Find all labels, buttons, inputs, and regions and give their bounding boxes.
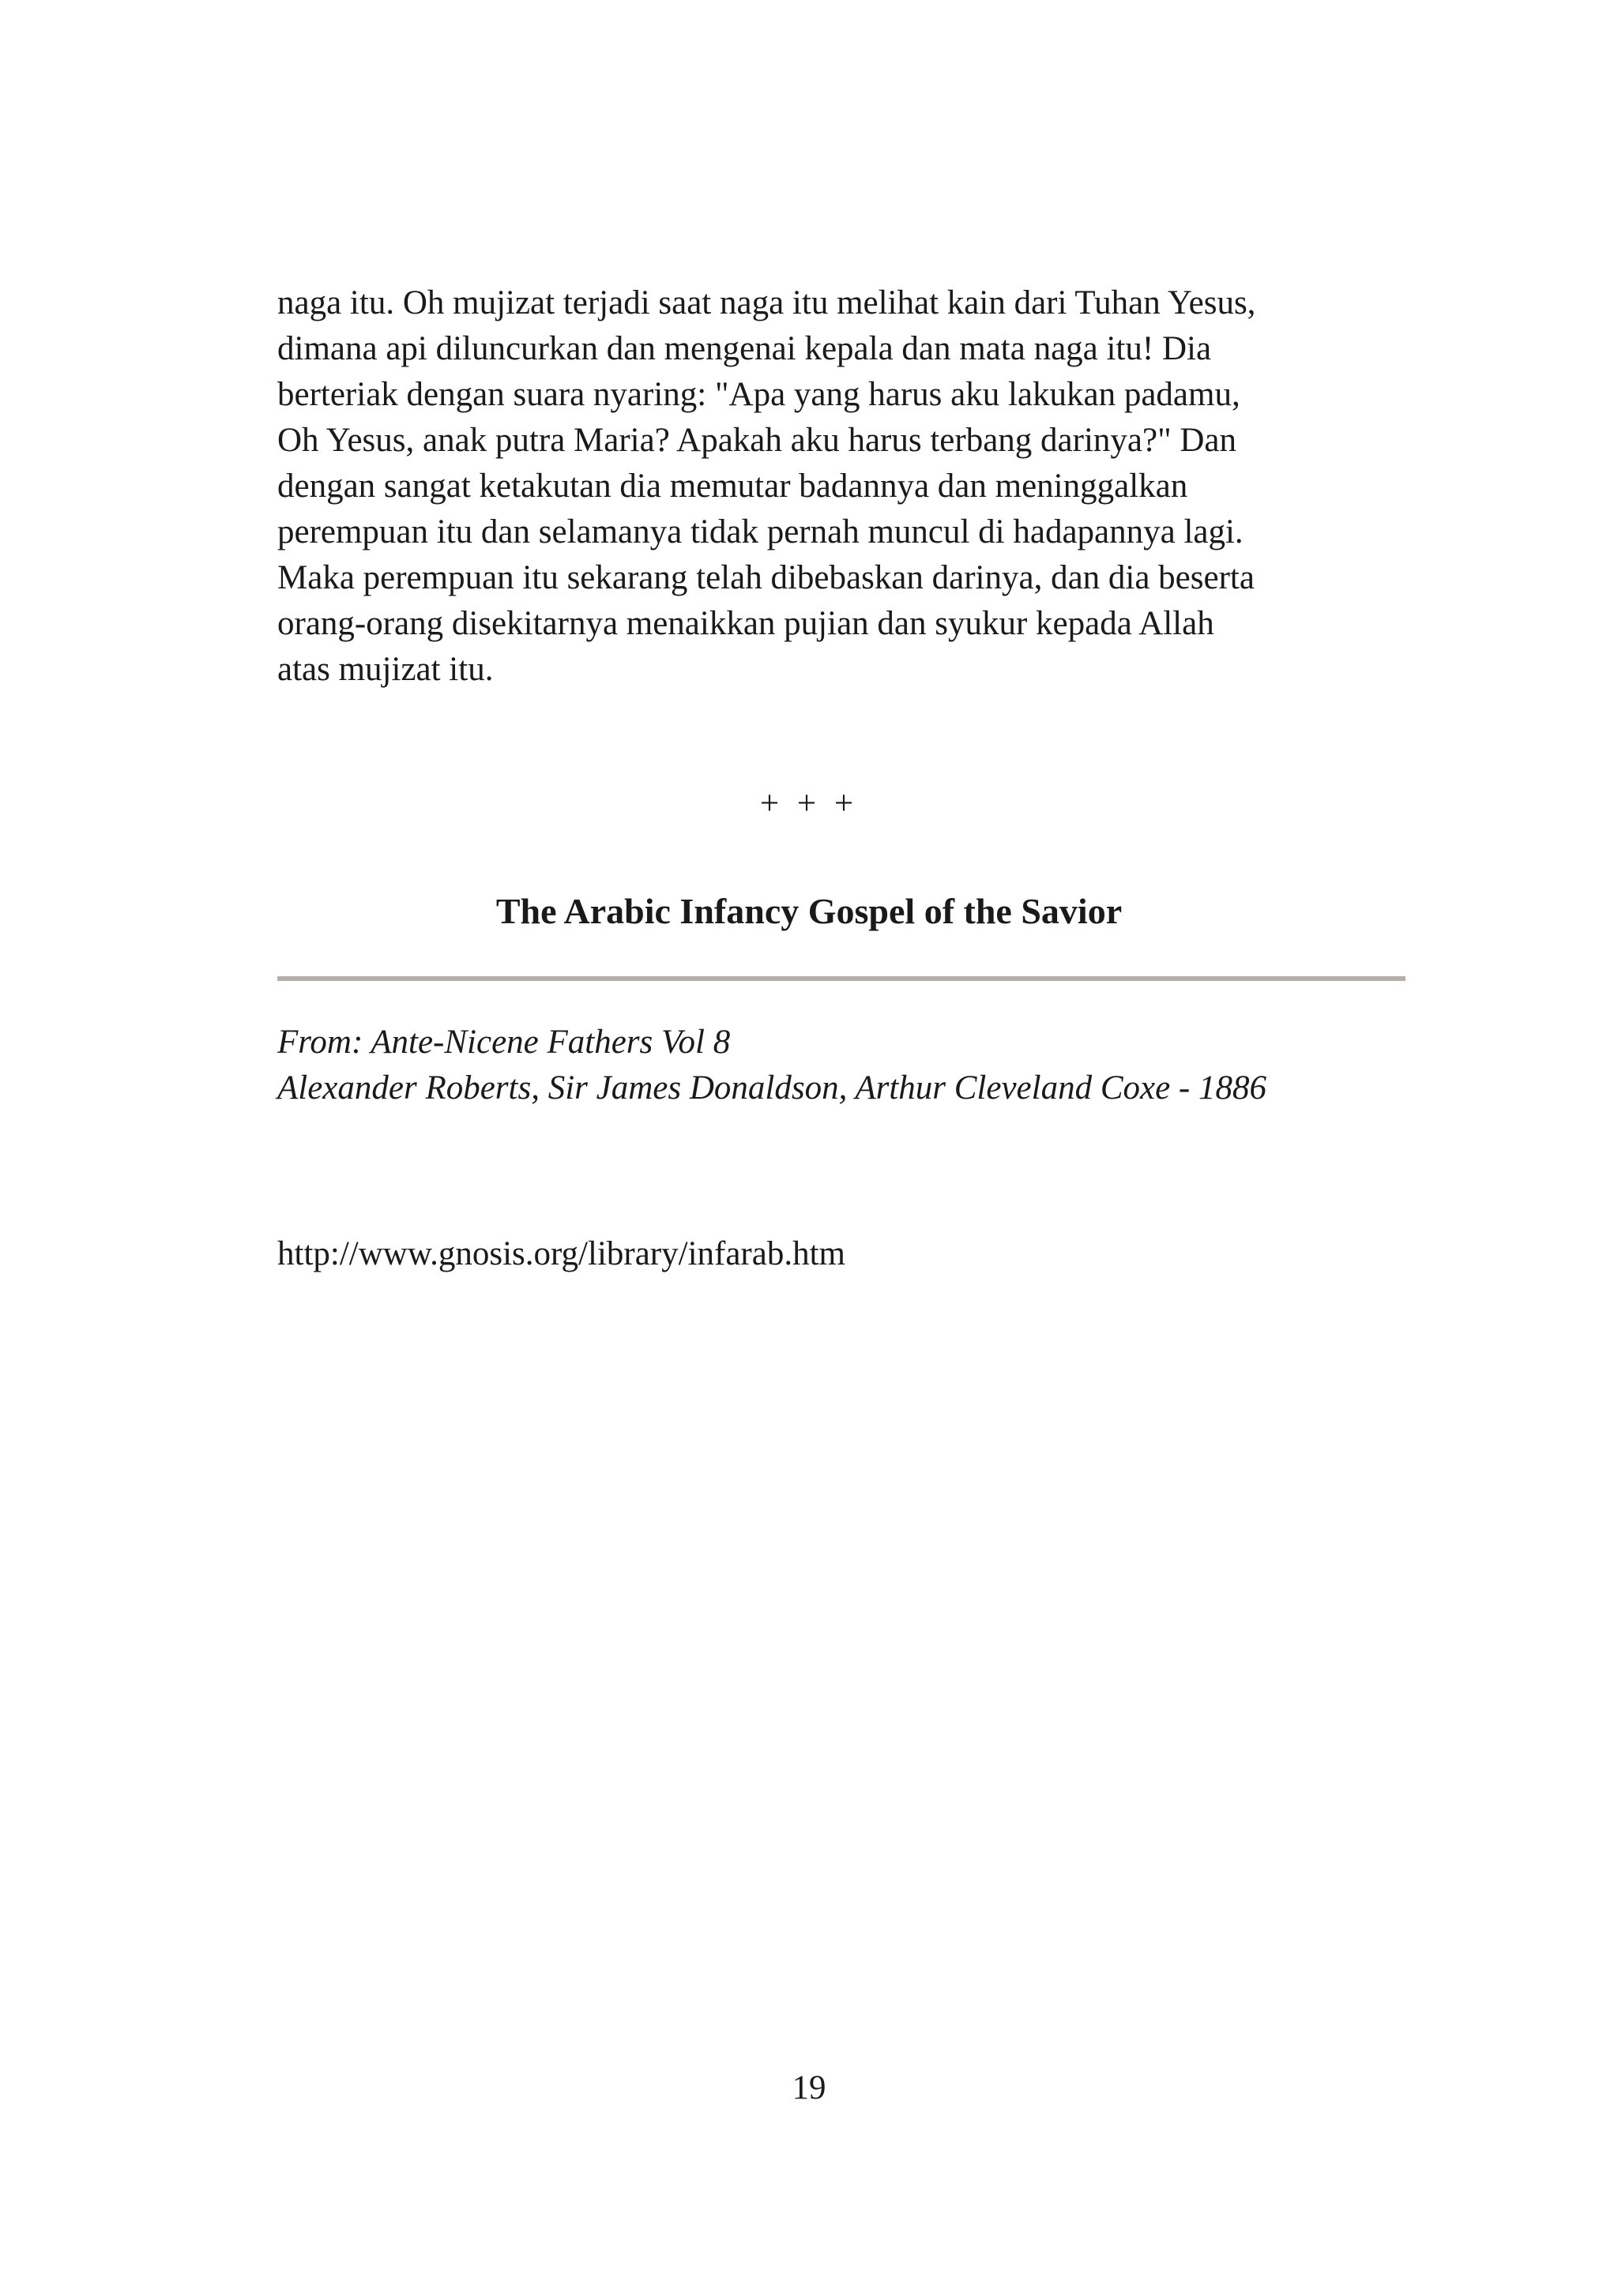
source-line-2: Alexander Roberts, Sir James Donaldson, Arthur Cleveland Coxe - 1886 xyxy=(277,1069,1266,1107)
paragraph-line: perempuan itu dan selamanya tidak pernah muncul di hadapannya lagi. xyxy=(277,513,1244,551)
paragraph-line: atas mujizat itu. xyxy=(277,651,494,688)
paragraph-line: dengan sangat ketakutan dia memutar badannya dan meninggalkan xyxy=(277,468,1188,505)
section-title: The Arabic Infancy Gospel of the Savior xyxy=(495,891,1123,931)
paragraph-line: Oh Yesus, anak putra Maria? Apakah aku harus terbang darinya?" Dan xyxy=(277,422,1237,459)
paragraph-line: naga itu. Oh mujizat terjadi saat naga itu melihat kain dari Tuhan Yesus, xyxy=(277,284,1256,321)
paragraph-line: berteriak dengan suara nyaring: "Apa yang harus aku lakukan padamu, xyxy=(277,376,1240,413)
paragraph-line: dimana api diluncurkan dan mengenai kepala dan mata naga itu! Dia xyxy=(277,330,1212,367)
horizontal-rule xyxy=(277,976,1405,981)
paragraph-line: orang-orang disekitarnya menaikkan pujian dan syukur kepada Allah xyxy=(277,605,1214,642)
section-separator: + + + xyxy=(759,785,859,822)
source-line-1: From: Ante-Nicene Fathers Vol 8 xyxy=(277,1024,731,1061)
paragraph-line: Maka perempuan itu sekarang telah dibebaskan darinya, dan dia beserta xyxy=(277,559,1255,596)
page-number: 19 xyxy=(792,2069,826,2106)
source-url: http://www.gnosis.org/library/infarab.htm xyxy=(277,1235,845,1272)
